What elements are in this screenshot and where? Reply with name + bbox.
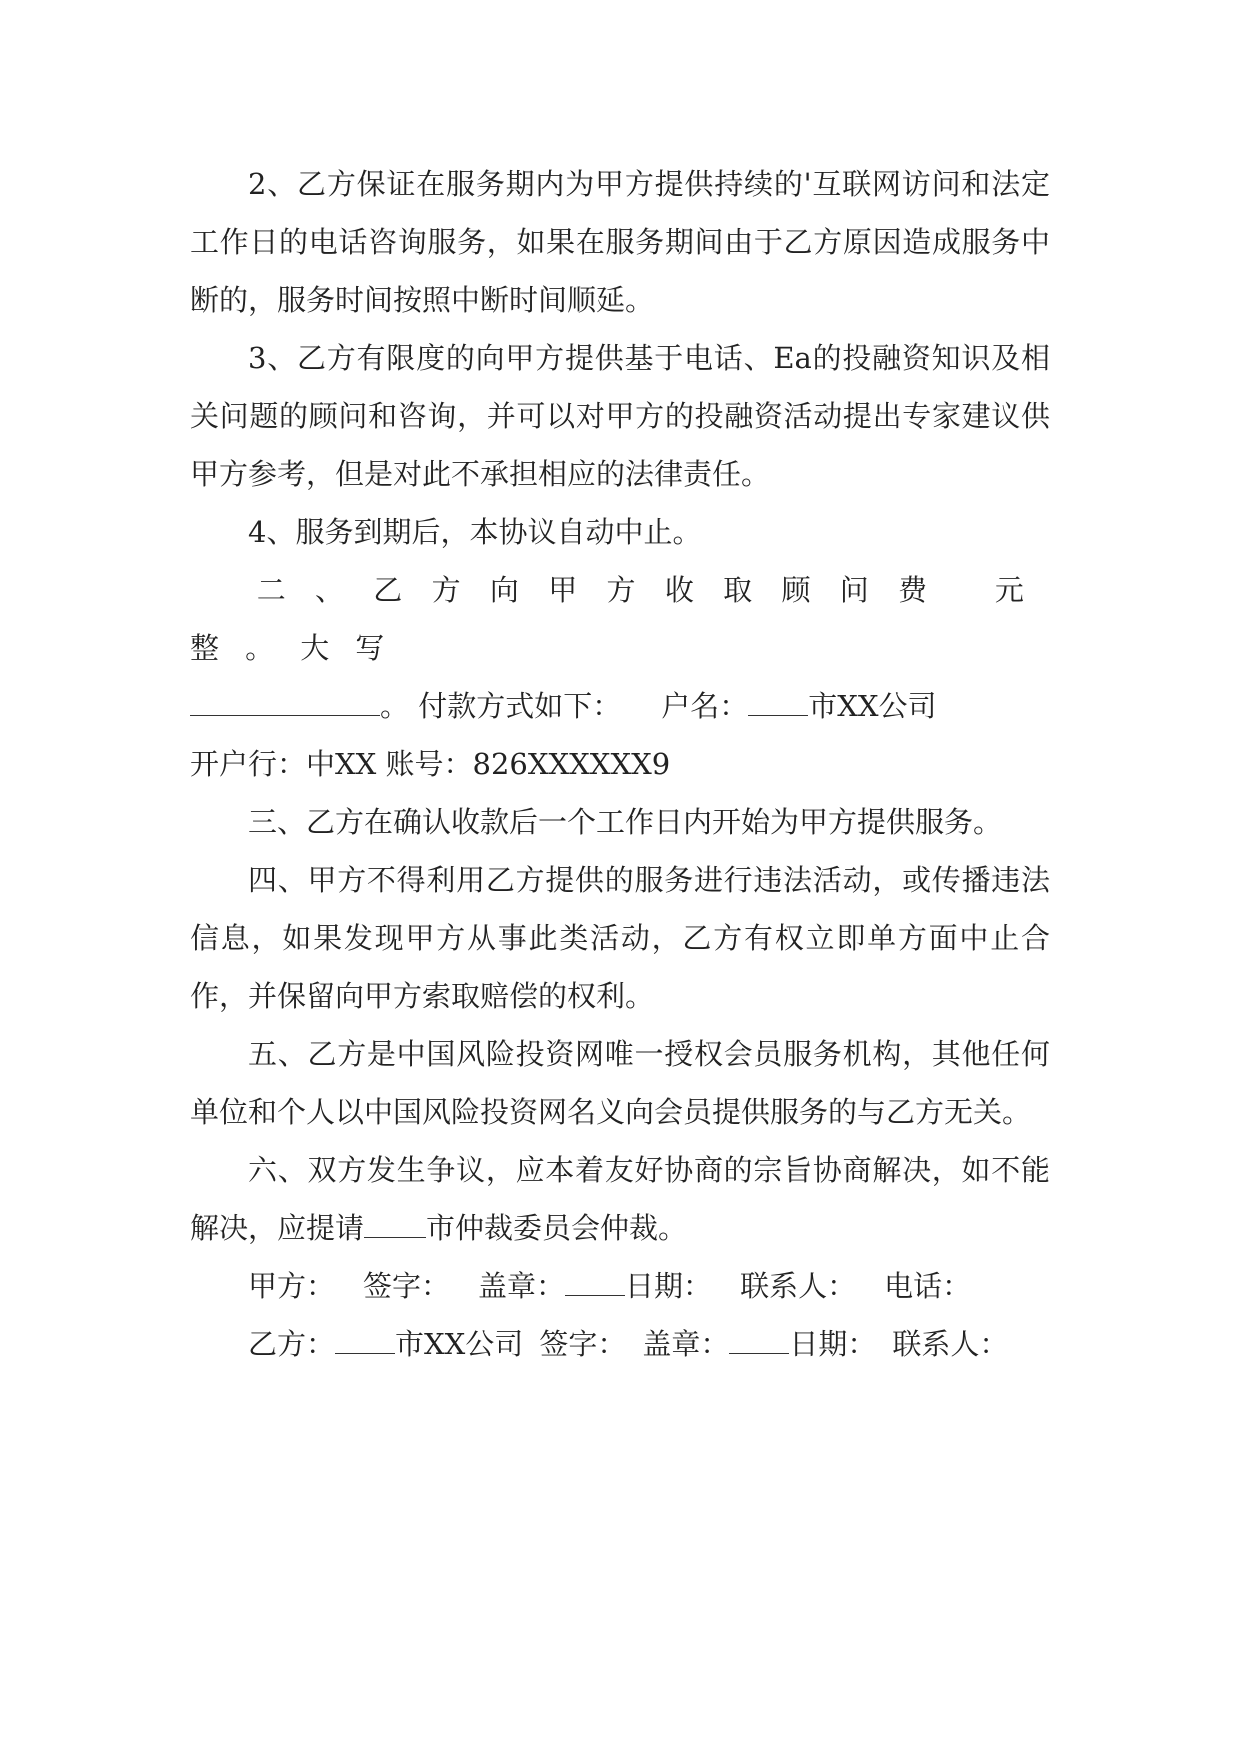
clause-three: 三、乙方在确认收款后一个工作日内开始为甲方提供服务。: [248, 805, 1003, 839]
clause-six-text-b: 市仲裁委员会仲裁。: [426, 1211, 688, 1245]
clause-4: 4、服务到期后，本协议自动中止。: [248, 515, 702, 549]
amount-blank: [190, 685, 380, 716]
account-name-label: 户名：: [661, 689, 749, 723]
party-b-signature-line: [190, 1315, 1050, 1373]
party-a-signature-line: [190, 1257, 1050, 1315]
clause-five: 五、乙方是中国风险投资网唯一授权会员服务机构，其他任何单位和个人以中国风险投资网名义向会员提供服务的与乙方无关。: [190, 1037, 1050, 1129]
party-a-seal-blank: [565, 1265, 625, 1296]
city-blank: [748, 685, 808, 716]
bank-line: 开户行：中XX 账号：826XXXXXX9: [190, 747, 671, 781]
party-b-seal-blank: [729, 1323, 789, 1354]
party-a-date-label: 日期：: [625, 1269, 713, 1303]
clause-3: 3、乙方有限度的向甲方提供基于电话、Ea的投融资知识及相关问题的顾问和咨询，并可以对甲方的投融资活动提出专家建议供甲方参考，但是对此不承担相应的法律责任。: [190, 341, 1050, 491]
fee-clause-text: 二、乙方向甲方收取顾问费 元整。大写: [190, 573, 1050, 665]
party-a-sign-label: 签字：: [363, 1269, 451, 1303]
document-page: [190, 155, 1050, 1373]
party-b-sign-label: 签字：: [539, 1327, 627, 1361]
payment-line: [190, 677, 1050, 735]
party-a-seal-label: 盖章：: [478, 1269, 566, 1303]
clause-six-text-a: 六、双方发生争议，应本着友好协商的宗旨协商解决，如不能解决，应提请: [190, 1153, 1050, 1245]
account-name-company: 市XX公司: [808, 689, 937, 723]
clause-six: [190, 1141, 1050, 1257]
clause-four: 四、甲方不得利用乙方提供的服务进行违法活动，或传播违法信息，如果发现甲方从事此类活动，乙方有权立即单方面中止合作，并保留向甲方索取赔偿的权利。: [190, 863, 1050, 1013]
party-a-contact-label: 联系人：: [740, 1269, 857, 1303]
party-b-label: 乙方：: [248, 1327, 336, 1361]
party-b-seal-label: 盖章：: [642, 1327, 730, 1361]
party-a-label: 甲方：: [248, 1269, 336, 1303]
party-b-company: 市XX公司: [395, 1327, 524, 1361]
clause-2: 2、乙方保证在服务期内为甲方提供持续的'互联网访问和法定工作日的电话咨询服务，如果在服务期间由于乙方原因造成服务中断的，服务时间按照中断时间顺延。: [190, 167, 1050, 317]
party-b-city-blank: [335, 1323, 395, 1354]
fee-clause-line: [190, 561, 1050, 677]
party-b-contact-label: 联系人：: [892, 1327, 1009, 1361]
payment-method-text: 。 付款方式如下：: [380, 689, 622, 723]
party-b-date-label: 日期：: [789, 1327, 877, 1361]
party-a-phone-label: 电话：: [884, 1269, 972, 1303]
arbitration-city-blank: [364, 1207, 426, 1238]
